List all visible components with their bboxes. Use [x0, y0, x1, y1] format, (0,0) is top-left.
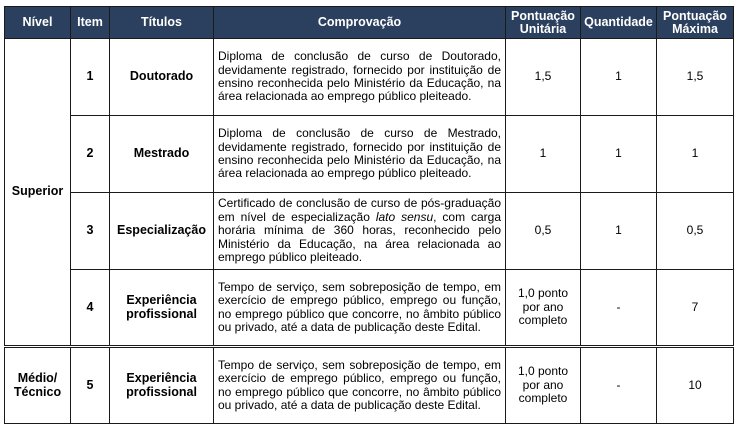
row-pontuacao-maxima: 10	[657, 347, 734, 424]
header-pont-unit-line1: Pontuação	[511, 8, 575, 23]
row-quantidade: -	[581, 347, 657, 424]
scoring-table	[4, 6, 734, 424]
header-pont-max-line1: Pontuação	[663, 8, 727, 23]
comprovacao-italic: lato sensu	[375, 209, 434, 224]
row-quantidade: -	[581, 270, 657, 347]
header-quantidade: Quantidade	[581, 7, 657, 39]
row-item: 3	[71, 193, 110, 270]
row-comprovacao: Diploma de conclusão de curso de Mestrado, devidamente registrado, fornecido por instituição de ensino reconhecida pelo Ministério da Educação, na área relacionada ao emprego público pleiteado.	[214, 116, 506, 193]
unitaria-line3: completo	[518, 391, 568, 406]
titulo-line2: profissional	[126, 306, 197, 321]
row-quantidade: 1	[581, 193, 657, 270]
comprovacao-text-b: , com carga horária mínima de 360 horas, reconhecido pelo Ministério da Educação, na área relacionada ao emprego público pleiteado.	[218, 209, 502, 265]
row-pontuacao-unitaria: 0,5	[506, 193, 581, 270]
header-pont-unit-line2: Unitária	[519, 21, 567, 36]
unitaria-line1: 1,0 ponto	[517, 286, 569, 301]
row-item: 4	[71, 270, 110, 347]
row-pontuacao-unitaria	[506, 347, 581, 424]
row-quantidade: 1	[581, 39, 657, 116]
row-pontuacao-unitaria	[506, 270, 581, 347]
header-pont-max-line2: Máxima	[672, 21, 718, 36]
table-row	[5, 39, 734, 116]
titulo-line1: Experiência	[126, 371, 197, 386]
row-pontuacao-unitaria: 1,5	[506, 39, 581, 116]
table-row	[5, 270, 734, 347]
row-pontuacao-maxima: 7	[657, 270, 734, 347]
level-medio-line1: Médio/	[17, 371, 58, 386]
unitaria-line2: por ano	[522, 377, 564, 392]
titulo-line1: Experiência	[126, 293, 197, 308]
unitaria-line2: por ano	[522, 299, 564, 314]
header-titulos: Títulos	[110, 7, 214, 39]
table-row	[5, 193, 734, 270]
comprovacao-text-a: Certificado de conclusão de curso de pós-graduação em nível de especialização	[218, 196, 501, 224]
level-medio-tecnico	[5, 347, 71, 424]
row-pontuacao-maxima: 0,5	[657, 193, 734, 270]
header-comprovacao: Comprovação	[214, 7, 506, 39]
row-item: 5	[71, 347, 110, 424]
header-pontuacao-unitaria	[506, 7, 581, 39]
row-comprovacao: Tempo de serviço, sem sobreposição de tempo, em exercício de emprego público, emprego ou função, no emprego público que concorre, no âmbito público ou privado, até a data de publicação deste Edital.	[214, 270, 506, 347]
row-titulo: Mestrado	[110, 116, 214, 193]
row-comprovacao	[214, 193, 506, 270]
row-titulo	[110, 347, 214, 424]
level-superior: Superior	[5, 39, 71, 347]
header-pontuacao-maxima	[657, 7, 734, 39]
row-pontuacao-unitaria: 1	[506, 116, 581, 193]
table-row	[5, 116, 734, 193]
row-titulo: Doutorado	[110, 39, 214, 116]
row-titulo: Especialização	[110, 193, 214, 270]
row-pontuacao-maxima: 1,5	[657, 39, 734, 116]
row-pontuacao-maxima: 1	[657, 116, 734, 193]
header-row	[5, 7, 734, 39]
unitaria-line3: completo	[518, 313, 568, 328]
row-item: 2	[71, 116, 110, 193]
row-comprovacao: Diploma de conclusão de curso de Doutorado, devidamente registrado, fornecido por instituição de ensino reconhecida pelo Ministério da Educação, na área relacionada ao emprego público pleiteado.	[214, 39, 506, 116]
titulo-line2: profissional	[126, 384, 197, 399]
header-nivel: Nível	[5, 7, 71, 39]
row-quantidade: 1	[581, 116, 657, 193]
table-row	[5, 347, 734, 424]
unitaria-line1: 1,0 ponto	[517, 364, 569, 379]
document	[4, 6, 734, 424]
row-titulo	[110, 270, 214, 347]
row-comprovacao: Tempo de serviço, sem sobreposição de tempo, em exercício de emprego público, emprego ou função, no emprego público que concorre, no âmbito público ou privado, até a data de publicação deste Edital.	[214, 347, 506, 424]
row-item: 1	[71, 39, 110, 116]
level-medio-line2: Técnico	[13, 384, 62, 399]
header-item: Item	[71, 7, 110, 39]
